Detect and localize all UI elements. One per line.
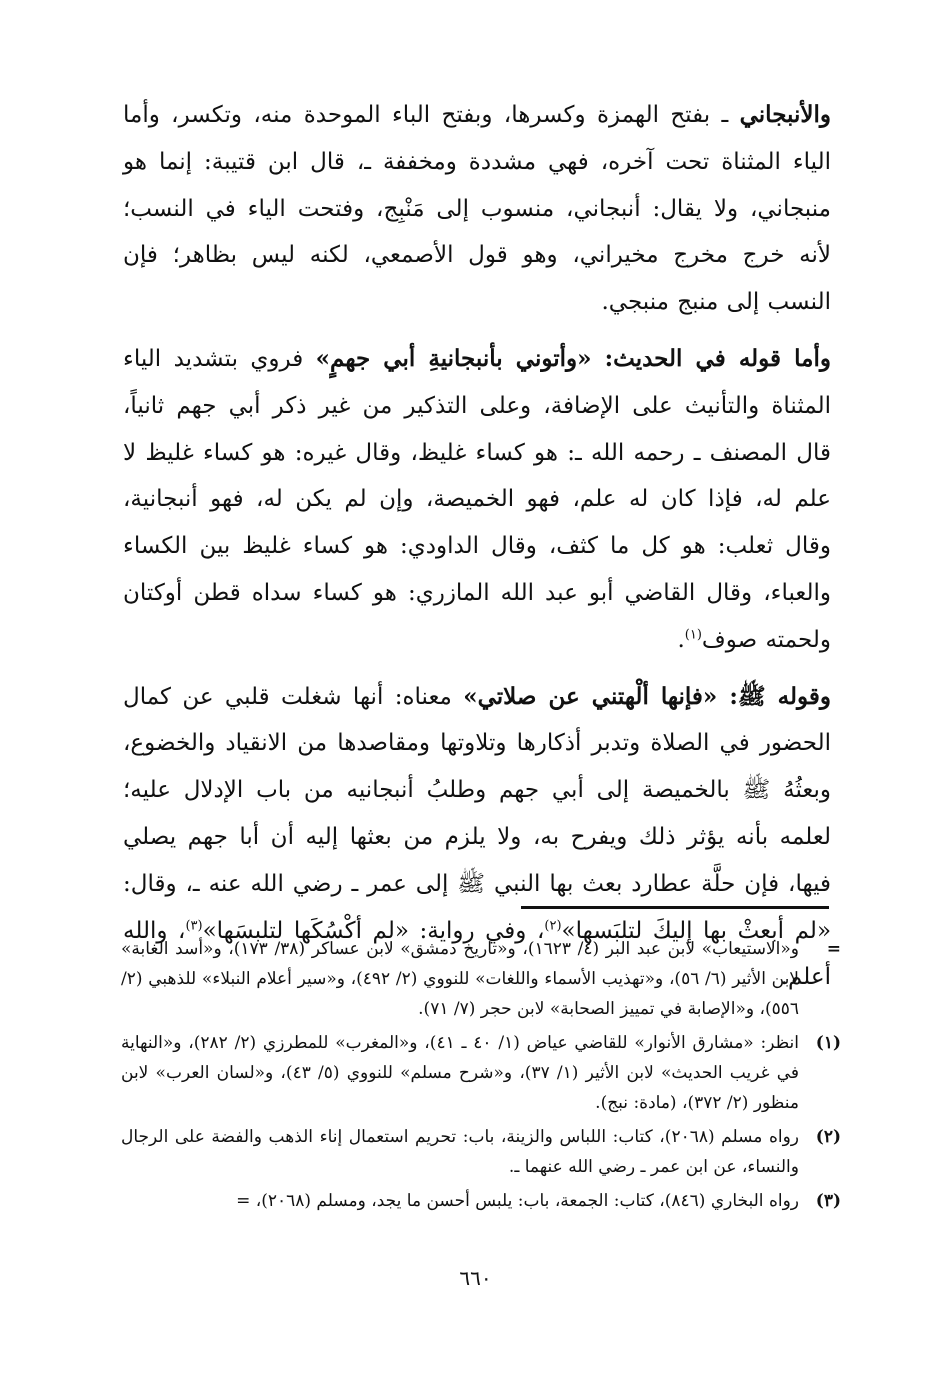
paragraph-2-lead: وأما قوله في الحديث: «وأتوني بأنبجانيةِ أبي جهمٍ» xyxy=(315,344,831,372)
footnote-ref-3: (٣) xyxy=(185,917,203,933)
footnote-text: رواه مسلم (٢٠٦٨)، كتاب: اللباس والزينة، باب: تحريم استعمال إناء الذهب والفضة على الرجال والنساء، عن ابن عمر ـ رضي الله عنهما ـ. xyxy=(121,1127,800,1177)
footnote-separator xyxy=(521,906,829,909)
paragraph-2-text: فروي بتشديد الياء المثناة والتأنيث على الإضافة، وعلى التذكير من غير ذكر أبي جهم ثانياً، قال المصنف ـ رحمه الله ـ: هو كساء غليظ، وقال غيره: هو كساء غليظ لا علم له، فإذا كان له علم، فهو الخميصة، وإن لم يكن له، فهو أنبجانية، وقال ثعلب: هو كل ما كثف، وقال الداودي: هو كساء غليظ بين الكساء والعباء، وقال القاضي أبو عبد الله المازري: هو كساء سداه قطن أوكتان ولحمته صوف xyxy=(123,345,831,653)
paragraph-3-tail: ، والله أعلم. xyxy=(123,917,831,991)
footnotes xyxy=(121,934,841,1220)
main-text xyxy=(123,92,831,1011)
paragraph-1-text: ـ بفتح الهمزة وكسرها، وبفتح الباء الموحدة منه، وتكسر، وأما الياء المثناة تحت آخره، فهي مشددة ومخففة ـ، قال ابن قتيبة: إنما هو منبجاني، ولا يقال: أنبجاني، منسوب إلى مَنْبِج، وفتحت الياء في النسب؛ لأنه خرج مخرج مخيراني، وهو قول الأصمعي، لكنه ليس بظاهر؛ فإن النسب إلى منبج منبجي. xyxy=(123,102,831,316)
footnote-ref-2: (٢) xyxy=(544,917,562,933)
footnote-marker: (١) xyxy=(815,1033,841,1053)
paragraph-3-lead: وقوله ﷺ: «فإنها ألْهتني عن صلاتي» xyxy=(463,682,831,710)
footnote-text: رواه البخاري (٨٤٦)، كتاب: الجمعة، باب: يلبس أحسن ما يجد، ومسلم (٢٠٦٨)، = xyxy=(236,1191,799,1211)
footnote-text: انظر: «مشارق الأنوار» للقاضي عياض (١/ ٤٠ ـ ٤١)، و«المغرب» للمطرزي (٢/ ٢٨٢)، و«النهاية في غريب الحديث» لابن الأثير (١/ ٣٧)، و«شرح مسلم» للنووي (٥/ ٤٣)، و«لسان العرب» لابن منظور (٢/ ٣٧٢)، (مادة: نبج). xyxy=(121,1033,800,1113)
footnote-3 xyxy=(121,1186,841,1216)
footnote-1 xyxy=(121,1028,841,1118)
footnote-text: و«الاستيعاب» لابن عبد البر (٤/ ١٦٢٣)، و«تاريخ دمشق» لابن عساكر (٣٨/ ١٧٣)، و«أسد الغابة» لابن الأثير (٦/ ٥٦)، و«تهذيب الأسماء واللغات» للنووي (٢/ ٤٩٢)، و«سير أعلام النبلاء» للذهبي (٢/ ٥٥٦)، و«الإصابة في تمييز الصحابة» لابن حجر (٧/ ٧١). xyxy=(121,939,800,1019)
paragraph-3-mid: ، وفي رواية: «لم أكْسُكَها لتلبسَها» xyxy=(202,917,545,944)
footnote-ref-1: (١) xyxy=(684,627,702,643)
footnote-marker: = xyxy=(826,939,841,959)
paragraph-3-text: معناه: أنها شغلت قلبي عن كمال الحضور في الصلاة وتدبر أذكارها وتلاوتها ومقاصدها من الانقياد والخضوع، وبعثُهُ ﷺ بالخميصة إلى أبي جهم وطلبُ أنبجانيه من باب الإدلال عليه؛ لعلمه بأنه يؤثر ذلك ويفرح به، ولا يلزم من بعثها إليه أن أبا جهم يصلي فيها، فإن حلَّة عطارد بعث بها النبي ﷺ إلى عمر ـ رضي الله عنه ـ، وقال: «لم أبعثْ بها إليكَ لتلبَسها» xyxy=(123,683,832,944)
paragraph-1 xyxy=(123,92,831,326)
footnote-2 xyxy=(121,1122,841,1182)
footnote-marker: (٢) xyxy=(815,1127,841,1147)
paragraph-2-tail: . xyxy=(677,626,685,653)
paragraph-2 xyxy=(123,336,831,664)
page-number: ٦٦٠ xyxy=(459,1266,492,1290)
footnote-continued xyxy=(121,934,841,1024)
footnote-marker: (٣) xyxy=(815,1191,841,1211)
paragraph-1-lead: والأنبجاني xyxy=(739,101,831,128)
